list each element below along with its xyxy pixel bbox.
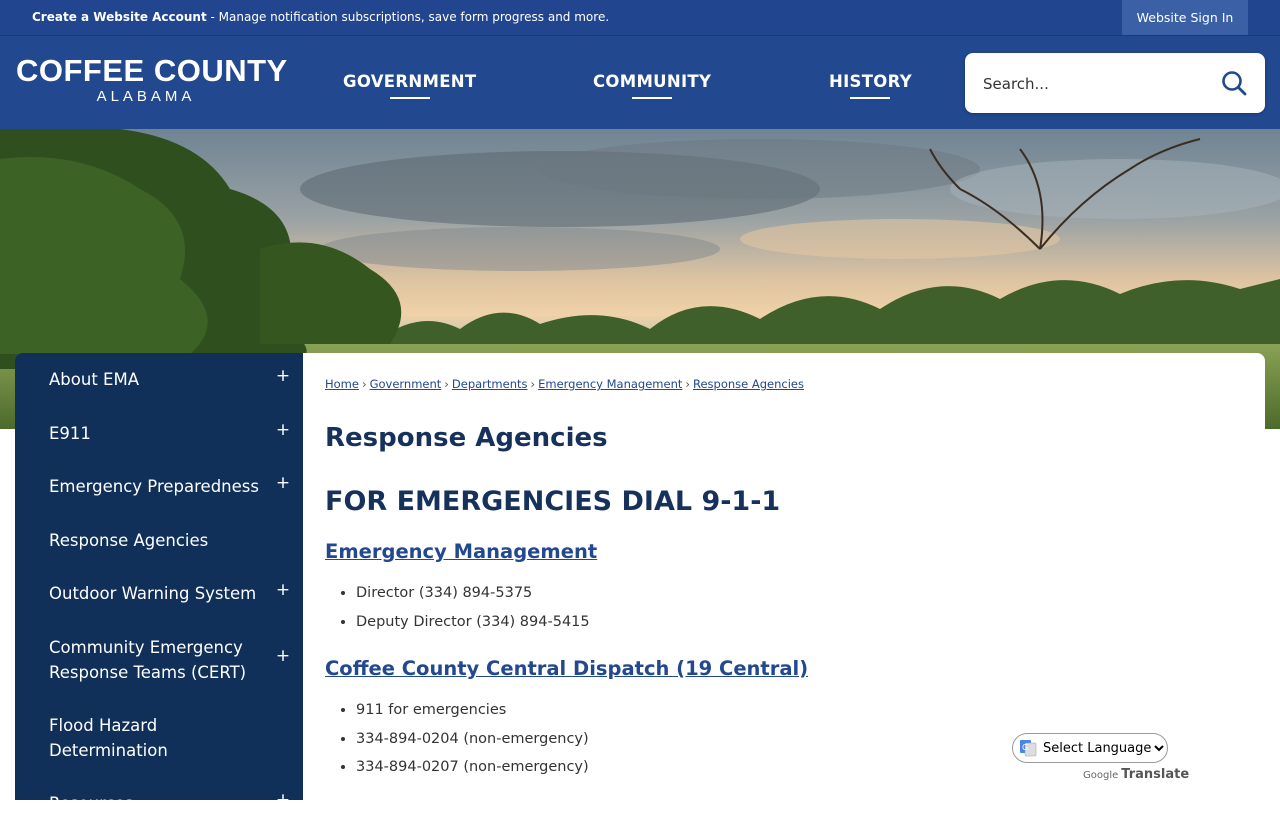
breadcrumb-departments[interactable]: Departments (451, 377, 528, 391)
sidebar-item-about-ema[interactable] (15, 367, 303, 407)
breadcrumb (325, 377, 804, 391)
expand-toggle[interactable]: + (275, 366, 291, 386)
sidebar-item-label: Community Emergency Response Teams (CERT) (49, 638, 247, 682)
search-icon[interactable] (1221, 70, 1247, 96)
google-translate-icon (1019, 739, 1037, 757)
website-sign-in-button[interactable]: Website Sign In (1122, 0, 1248, 35)
sidebar-item-response-agencies[interactable] (15, 528, 303, 568)
page-title: Response Agencies (325, 423, 608, 453)
search-box (965, 53, 1265, 113)
site-logo[interactable] (16, 53, 288, 106)
sidebar-item-flood-hazard[interactable] (15, 713, 303, 769)
list-item: • 334-894-0207 (non-emergency) (356, 753, 589, 782)
emergency-management-contacts (356, 579, 590, 636)
expand-toggle[interactable]: + (275, 646, 291, 666)
list-item: • Director (334) 894-5375 (356, 579, 590, 608)
breadcrumb-response-agencies[interactable]: Response Agencies (693, 377, 805, 391)
sidebar-item-label: Outdoor Warning System (49, 584, 257, 603)
expand-toggle[interactable]: + (275, 420, 291, 440)
expand-toggle[interactable]: + (275, 580, 291, 600)
sidebar-item-label: Emergency Preparedness (49, 477, 259, 496)
breadcrumb-emergency-management[interactable]: Emergency Management (538, 377, 683, 391)
powered-by-google-translate (1083, 767, 1189, 782)
account-promo-text: - Manage notification subscriptions, save form progress and more. (206, 10, 610, 24)
breadcrumb-separator: › (361, 377, 367, 391)
breadcrumb-government[interactable]: Government (369, 377, 442, 391)
central-dispatch-link[interactable]: Coffee County Central Dispatch (19 Central) (325, 657, 809, 680)
nav-community[interactable]: COMMUNITY (593, 72, 712, 91)
sidebar-item-label: Flood Hazard Determination (49, 716, 168, 760)
sidebar-nav (15, 353, 303, 813)
sidebar-item-label: E911 (49, 424, 91, 443)
sidebar-item-e911[interactable] (15, 421, 303, 461)
nav-history[interactable]: HISTORY (829, 72, 912, 91)
create-account-link[interactable]: Create a Website Account (32, 10, 207, 24)
site-header (0, 35, 1280, 129)
breadcrumb-separator: › (530, 377, 536, 391)
expand-toggle[interactable]: + (275, 790, 291, 810)
breadcrumb-separator: › (444, 377, 449, 391)
sidebar-item-cert[interactable] (15, 635, 303, 691)
central-dispatch-contacts (356, 696, 589, 782)
emergency-management-link[interactable]: Emergency Management (325, 540, 598, 563)
sidebar-item-outdoor-warning-system[interactable] (15, 581, 303, 621)
sidebar-item-emergency-preparedness[interactable] (15, 474, 303, 514)
translate-widget (1012, 733, 1168, 763)
list-item: • Deputy Director (334) 894-5415 (356, 608, 590, 637)
breadcrumb-separator: › (685, 377, 690, 391)
language-select[interactable] (1039, 740, 1167, 757)
utility-bar (0, 0, 1280, 35)
nav-government[interactable]: GOVERNMENT (343, 72, 477, 91)
sidebar-item-label: Response Agencies (49, 531, 209, 550)
logo-title: COFFEE COUNTY (16, 53, 288, 88)
list-item: • 334-894-0204 (non-emergency) (356, 725, 589, 754)
logo-subtitle: ALABAMA (96, 88, 196, 105)
breadcrumb-home[interactable]: Home (325, 377, 359, 391)
svg-text:G: G (1022, 743, 1029, 752)
search-input[interactable] (983, 71, 1213, 97)
account-promo (32, 10, 609, 24)
google-wordmark: Google (1083, 770, 1119, 781)
translate-label[interactable]: Translate (1121, 767, 1190, 782)
sidebar-item-label: Resources (49, 794, 134, 813)
list-item: • 911 for emergencies (356, 696, 589, 725)
sidebar-item-resources[interactable] (15, 791, 303, 831)
sidebar-item-label: About EMA (49, 370, 139, 389)
expand-toggle[interactable]: + (275, 473, 291, 493)
emergency-heading: FOR EMERGENCIES DIAL 9-1-1 (325, 486, 781, 517)
